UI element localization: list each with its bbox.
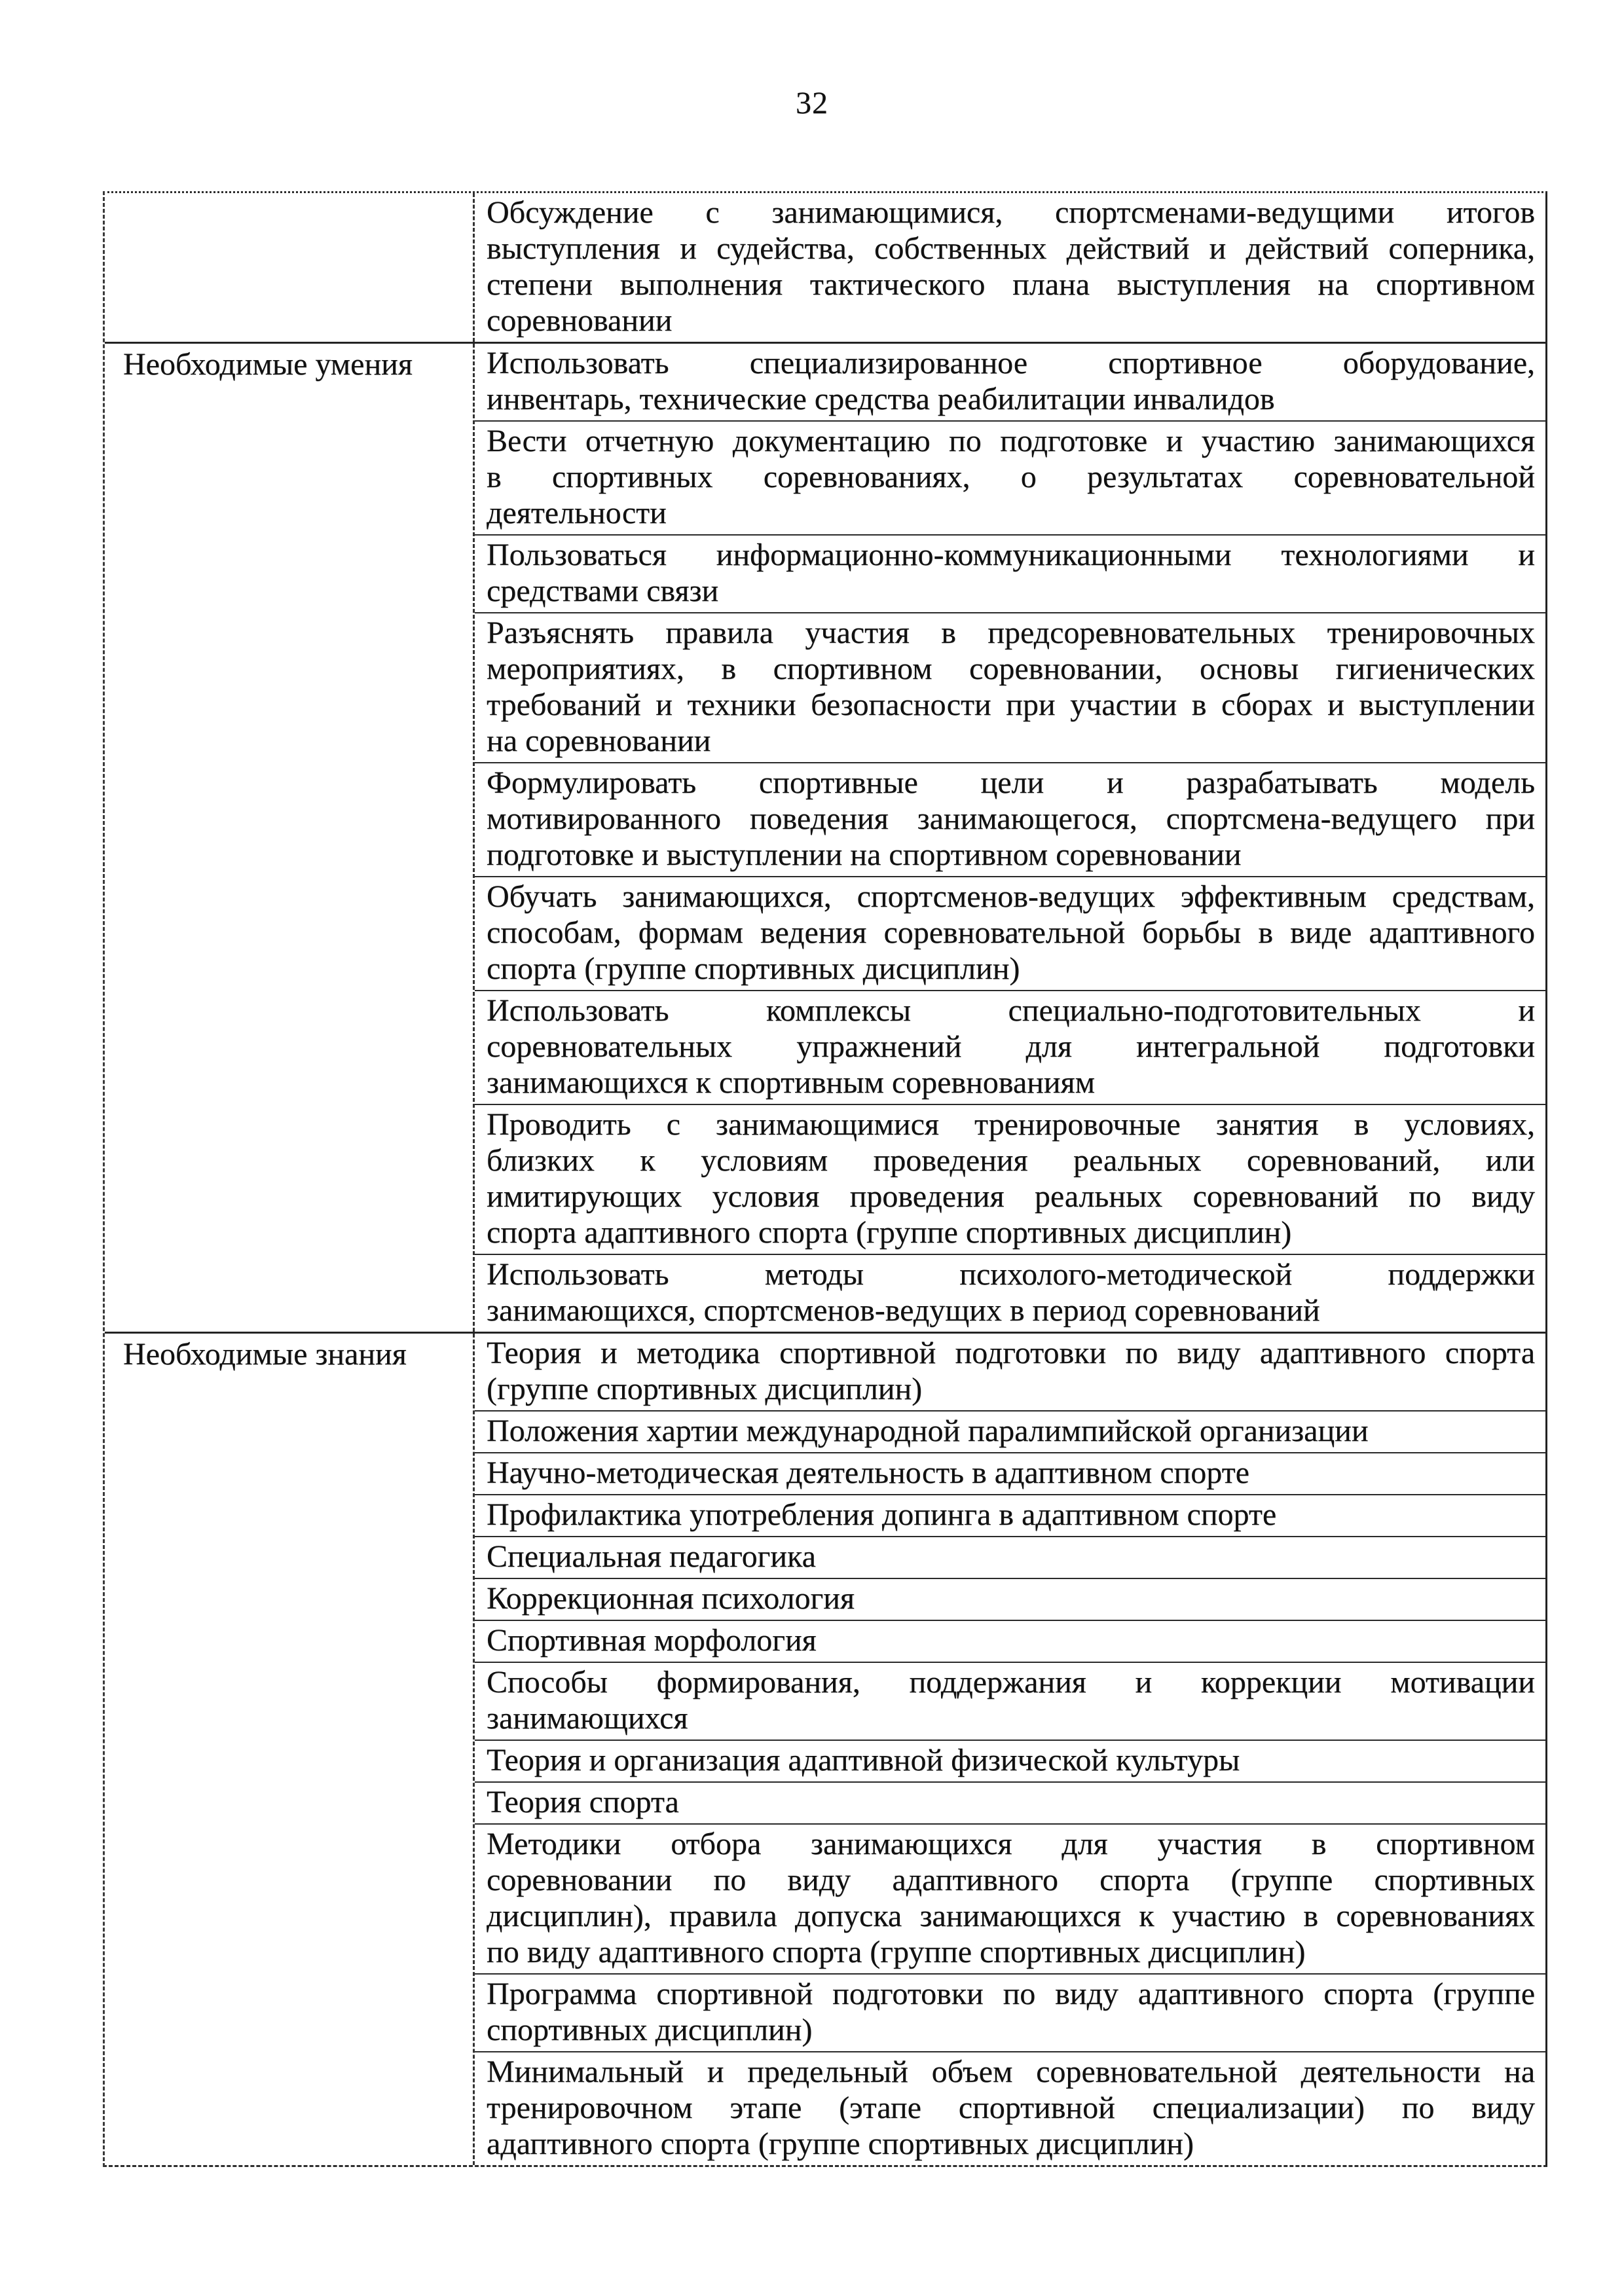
skill-item xyxy=(475,876,1545,990)
text-line: занимающихся xyxy=(487,1701,688,1736)
knowledge-item xyxy=(475,1620,1545,1662)
text-line: Программа спортивной подготовки по виду адаптивного спорта (группе xyxy=(487,1977,1535,2011)
text-line: мероприятиях, в спортивном соревновании, основы гигиенических xyxy=(487,651,1535,686)
text-line: Пользоваться информационно-коммуникационными технологиями и xyxy=(487,538,1535,572)
skill-item xyxy=(475,990,1545,1104)
text-line: Минимальный и предельный объем соревновательной деятельности на xyxy=(487,2054,1535,2089)
text-line: тренировочном этапе (этапе спортивной специализации) по виду xyxy=(487,2090,1535,2125)
text-line: Коррекционная психология xyxy=(487,1581,855,1616)
knowledge-item xyxy=(475,1452,1545,1494)
text-line: Проводить с занимающимися тренировочные занятия в условиях, xyxy=(487,1107,1535,1142)
knowledge-item xyxy=(475,1578,1545,1620)
text-line: средствами связи xyxy=(487,574,719,608)
text-line: Обучать занимающихся, спортсменов-ведущих эффективным средствам, xyxy=(487,879,1535,914)
text-line: деятельности xyxy=(487,496,667,530)
text-line: требований и техники безопасности при участии в сборах и выступлении xyxy=(487,687,1535,722)
text-line: Формулировать спортивные цели и разрабатывать модель xyxy=(487,765,1535,800)
skill-item xyxy=(475,1104,1545,1254)
knowledge-item xyxy=(475,2051,1545,2165)
text-line: Положения хартии международной паралимпийской организации xyxy=(487,1413,1369,1448)
text-line: занимающихся, спортсменов-ведущих в период соревнований xyxy=(487,1293,1320,1328)
page-number: 32 xyxy=(796,86,828,120)
knowledge-item xyxy=(475,1973,1545,2051)
skill-item xyxy=(475,762,1545,876)
text-line: адаптивного спорта (группе спортивных дисциплин) xyxy=(487,2126,1194,2161)
text-line: соревновании xyxy=(487,303,673,338)
text-line: Научно-методическая деятельность в адаптивном спорте xyxy=(487,1455,1249,1490)
section-label-cell-empty xyxy=(105,193,475,342)
text-line: Способы формирования, поддержания и коррекции мотивации xyxy=(487,1665,1535,1700)
text-line: Теория и методика спортивной подготовки по виду адаптивного спорта xyxy=(487,1336,1535,1370)
text-line: степени выполнения тактического плана выступления на спортивном xyxy=(487,267,1535,302)
knowledge-item xyxy=(475,1334,1545,1410)
knowledge-item xyxy=(475,1662,1545,1740)
text-line: инвентарь, технические средства реабилитации инвалидов xyxy=(487,382,1275,416)
text-line: занимающихся к спортивным соревнованиям xyxy=(487,1065,1095,1100)
skill-item xyxy=(475,420,1545,534)
text-line: выступления и судейства, собственных действий и действий соперника, xyxy=(487,231,1535,266)
text-line: мотивированного поведения занимающегося, спортсмена-ведущего при xyxy=(487,801,1535,836)
carryover-item xyxy=(475,193,1545,342)
text-line: Вести отчетную документацию по подготовке и участию занимающихся xyxy=(487,424,1535,458)
section-content-column xyxy=(475,344,1545,1332)
text-line: Разъяснять правила участия в предсоревновательных тренировочных xyxy=(487,615,1535,650)
skill-item xyxy=(475,534,1545,612)
text-line: Использовать методы психолого-методической поддержки xyxy=(487,1257,1535,1292)
text-line: Использовать комплексы специально-подготовительных и xyxy=(487,993,1535,1028)
text-line: по виду адаптивного спорта (группе спортивных дисциплин) xyxy=(487,1935,1306,1969)
text-line: в спортивных соревнованиях, о результатах соревновательной xyxy=(487,460,1535,494)
knowledge-item xyxy=(475,1823,1545,1973)
knowledge-item xyxy=(475,1740,1545,1781)
table-section-knowledge xyxy=(105,1332,1545,2165)
text-line: спорта (группе спортивных дисциплин) xyxy=(487,951,1020,986)
section-content-column xyxy=(475,193,1545,342)
text-line: соревновании по виду адаптивного спорта (группе спортивных xyxy=(487,1863,1535,1897)
text-line: Методики отбора занимающихся для участия в спортивном xyxy=(487,1827,1535,1861)
text-line: Использовать специализированное спортивное оборудование, xyxy=(487,346,1535,380)
knowledge-item xyxy=(475,1410,1545,1452)
text-line: (группе спортивных дисциплин) xyxy=(487,1372,923,1406)
section-label-cell-knowledge xyxy=(105,1334,475,2165)
knowledge-item xyxy=(475,1494,1545,1536)
requirements-table xyxy=(103,191,1547,2167)
text-line: на соревновании xyxy=(487,723,711,758)
text-line: Теория спорта xyxy=(487,1785,679,1819)
knowledge-item xyxy=(475,1536,1545,1578)
section-label-cell-skills xyxy=(105,344,475,1332)
text-line: Теория и организация адаптивной физической культуры xyxy=(487,1743,1240,1777)
text-line: имитирующих условия проведения реальных соревнований по виду xyxy=(487,1179,1535,1214)
skill-item xyxy=(475,612,1545,762)
knowledge-item xyxy=(475,1781,1545,1823)
section-label-knowledge: Необходимые знания xyxy=(123,1337,407,1372)
text-line: дисциплин), правила допуска занимающихся к участию в соревнованиях xyxy=(487,1899,1535,1933)
text-line: Специальная педагогика xyxy=(487,1539,816,1574)
text-line: спорта адаптивного спорта (группе спортивных дисциплин) xyxy=(487,1215,1292,1250)
section-content-column xyxy=(475,1334,1545,2165)
table-section-skills xyxy=(105,342,1545,1332)
text-line: подготовке и выступлении на спортивном соревновании xyxy=(487,837,1242,872)
skill-item xyxy=(475,344,1545,420)
text-line: Обсуждение с занимающимися, спортсменами-ведущими итогов xyxy=(487,195,1535,230)
text-line: соревновательных упражнений для интегральной подготовки xyxy=(487,1029,1535,1064)
table-section-carryover xyxy=(105,193,1545,342)
skill-item xyxy=(475,1254,1545,1332)
text-line: Спортивная морфология xyxy=(487,1623,817,1658)
text-line: Профилактика употребления допинга в адаптивном спорте xyxy=(487,1497,1277,1532)
section-label-skills: Необходимые умения xyxy=(123,347,413,382)
text-line: спортивных дисциплин) xyxy=(487,2013,813,2047)
text-line: способам, формам ведения соревновательной борьбы в виде адаптивного xyxy=(487,915,1535,950)
text-line: близких к условиям проведения реальных соревнований, или xyxy=(487,1143,1535,1178)
